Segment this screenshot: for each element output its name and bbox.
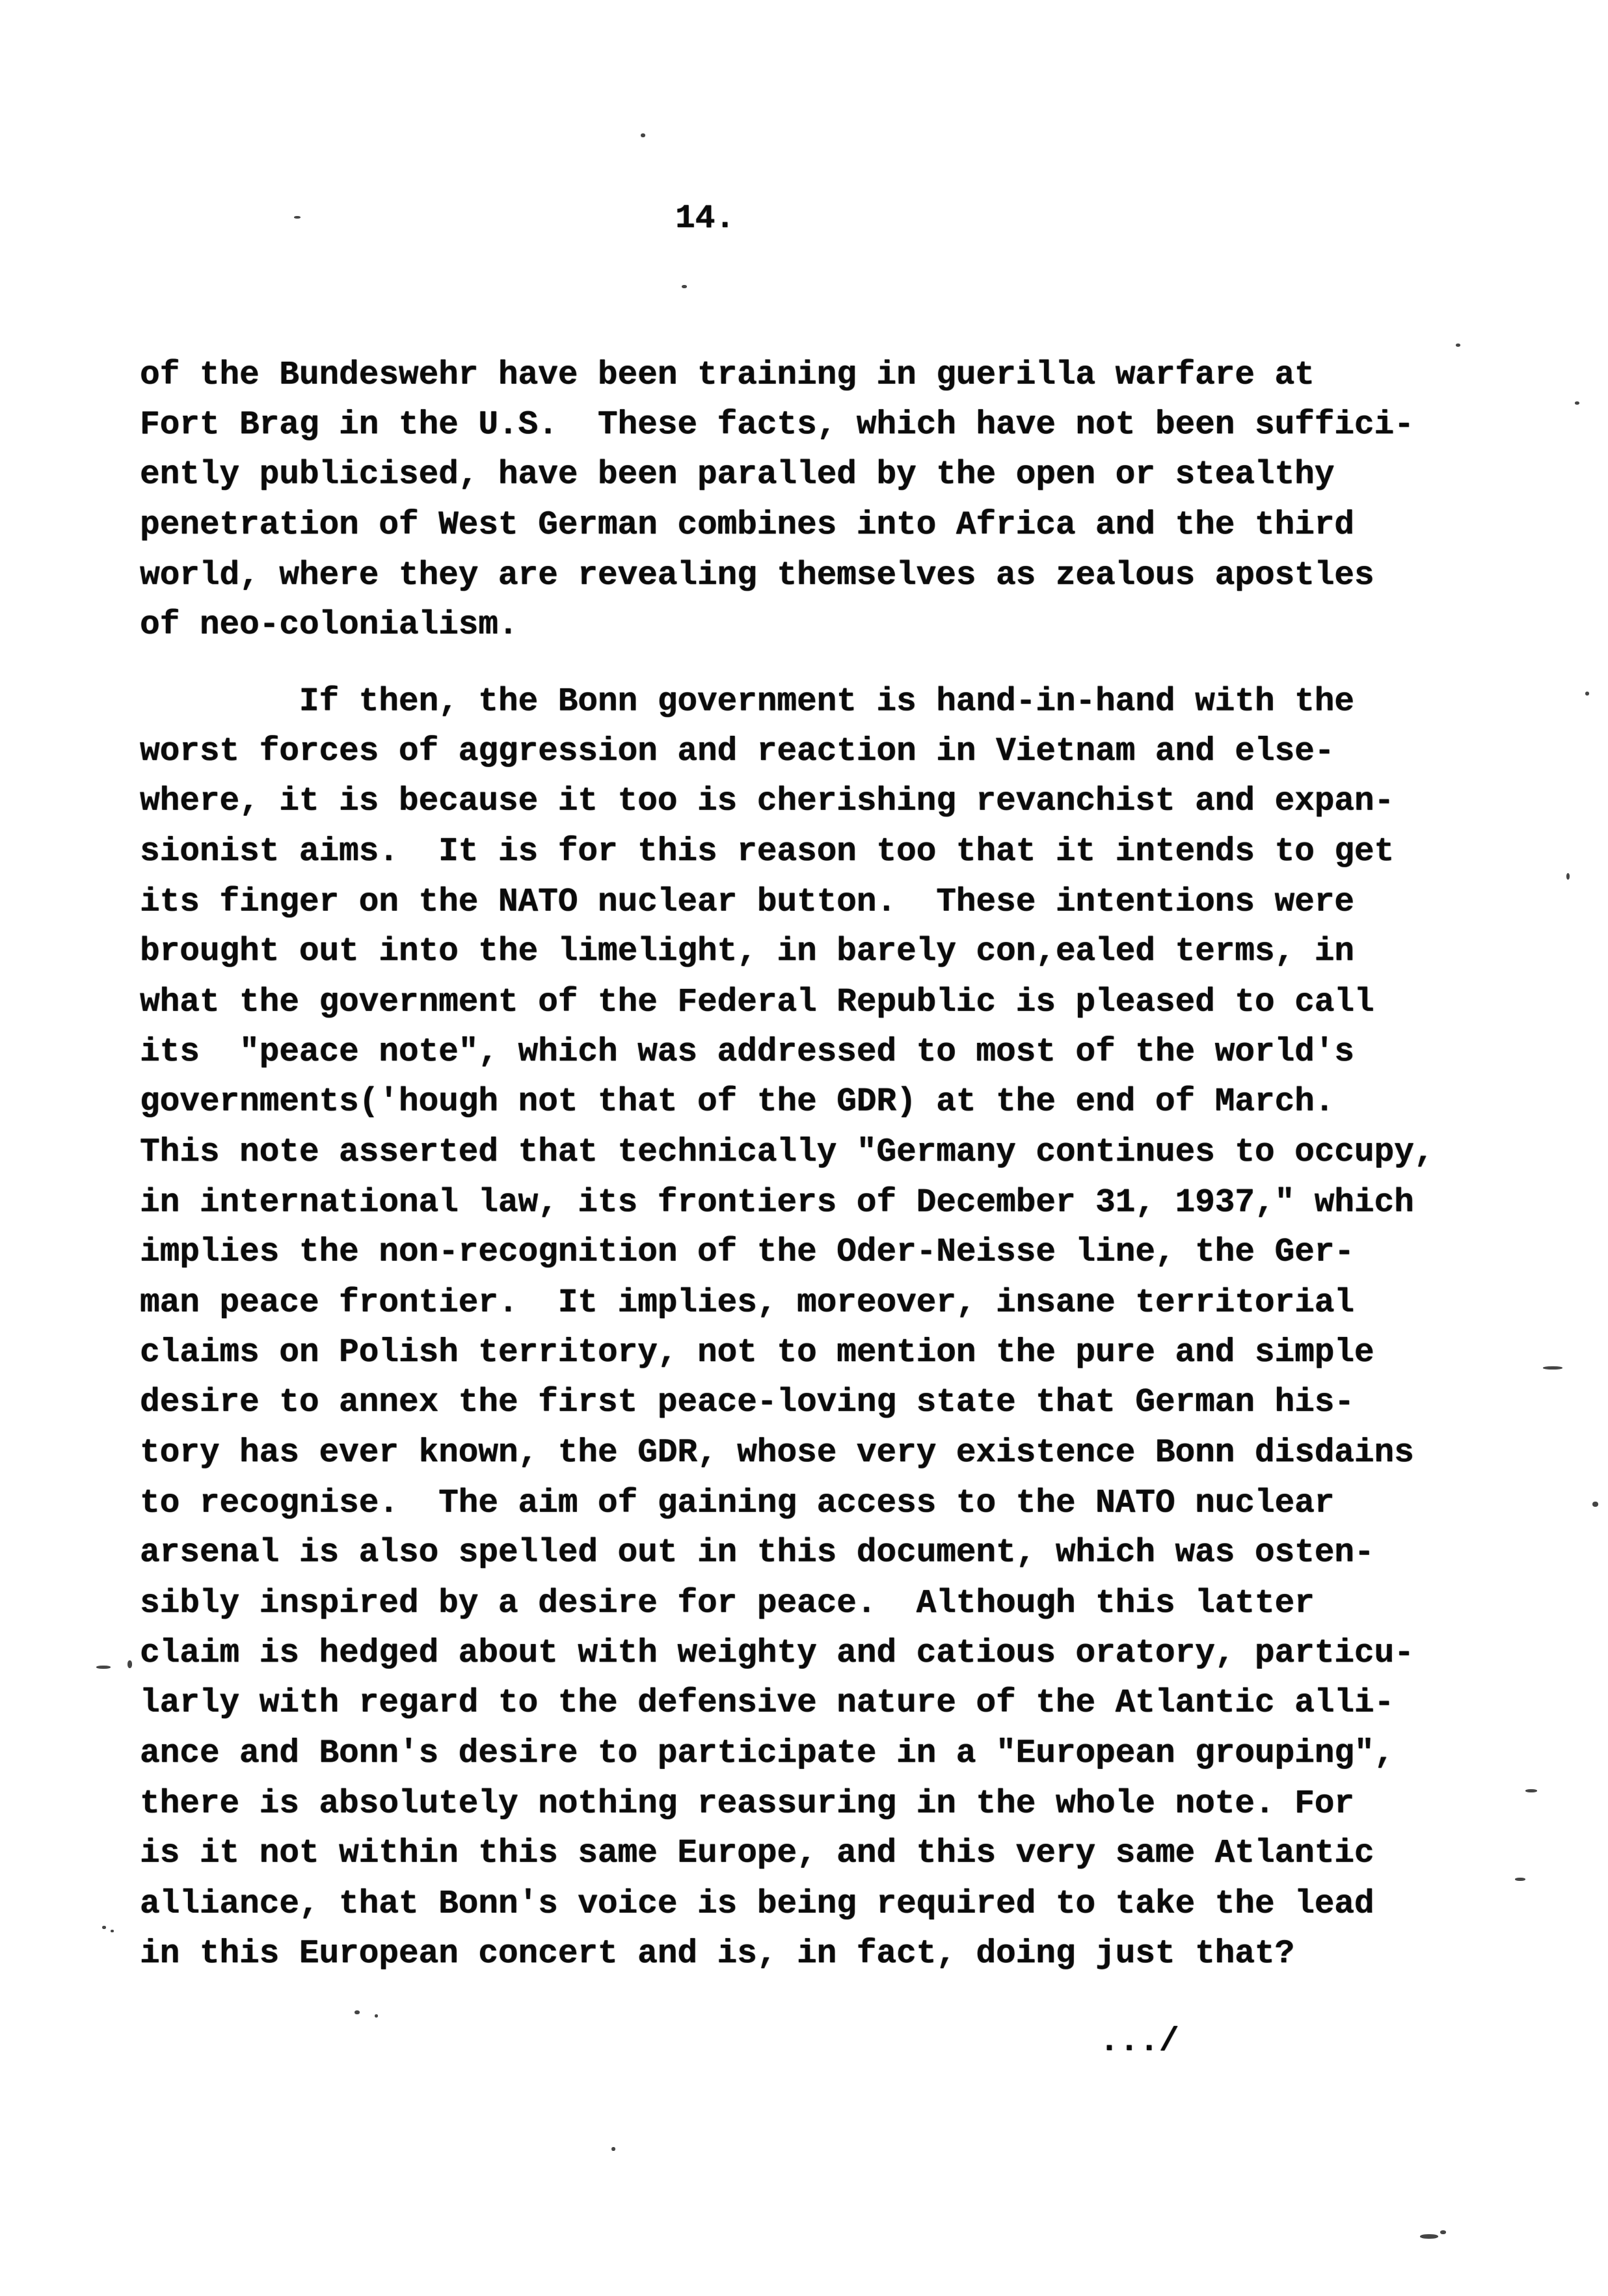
text-line: what the government of the Federal Republic is pleased to call	[140, 984, 1374, 1021]
text-line: alliance, that Bonn's voice is being required to take the lead	[140, 1885, 1374, 1923]
text-line: tory has ever known, the GDR, whose very existence Bonn disdains	[140, 1435, 1414, 1472]
page-number: 14.	[675, 200, 735, 237]
text-line: of neo-colonialism.	[140, 606, 518, 644]
scan-speck	[1515, 1878, 1525, 1881]
scan-speck	[127, 1660, 132, 1668]
text-line: claim is hedged about with weighty and catious oratory, particu-	[140, 1635, 1414, 1672]
text-line: sionist aims. It is for this reason too that it intends to get	[140, 833, 1395, 871]
text-line: of the Bundeswehr have been training in guerilla warfare at	[140, 357, 1315, 394]
scan-speck	[1592, 1502, 1598, 1507]
text-line: governments('hough not that of the GDR) at the end of March.	[140, 1083, 1335, 1121]
paragraph-2	[140, 677, 1434, 1979]
text-line: If then, the Bonn government is hand-in-hand with the	[140, 683, 1354, 721]
text-line: sibly inspired by a desire for peace. Although this latter	[140, 1585, 1315, 1623]
text-line: implies the non-recognition of the Oder-Neisse line, the Ger-	[140, 1234, 1354, 1271]
text-line: is it not within this same Europe, and this very same Atlantic	[140, 1835, 1374, 1872]
scan-speck	[1456, 344, 1460, 347]
text-line: desire to annex the first peace-loving state that German his-	[140, 1384, 1354, 1422]
scan-speck	[111, 1930, 114, 1932]
text-line: claims on Polish territory, not to mention the pure and simple	[140, 1334, 1374, 1371]
scan-speck	[294, 216, 301, 219]
scan-speck	[611, 2147, 615, 2151]
text-line: ance and Bonn's desire to participate in a "European grouping",	[140, 1735, 1395, 1772]
scan-speck	[1525, 1789, 1537, 1792]
scan-speck	[1420, 2234, 1438, 2239]
text-line: where, it is because it too is cherishing revanchist and expan-	[140, 783, 1395, 820]
text-line: penetration of West German combines into Africa and the third	[140, 507, 1354, 544]
scan-speck	[641, 133, 645, 137]
scan-speck	[1575, 401, 1579, 405]
text-line: in this European concert and is, in fact, doing just that?	[140, 1936, 1295, 1973]
text-line: its finger on the NATO nuclear button. These intentions were	[140, 884, 1354, 921]
scan-speck	[102, 1926, 106, 1929]
continuation-mark: .../	[1099, 2023, 1179, 2060]
text-line: there is absolutely nothing reassuring in the whole note. For	[140, 1785, 1354, 1823]
text-line: ently publicised, have been paralled by the open or stealthy	[140, 456, 1335, 494]
paragraph-1	[140, 350, 1414, 651]
scan-speck	[1440, 2230, 1446, 2234]
text-line: larly with regard to the defensive nature of the Atlantic alli-	[140, 1684, 1395, 1722]
text-line: in international law, its frontiers of December 31, 1937," which	[140, 1184, 1414, 1222]
scan-speck	[1566, 873, 1570, 880]
scan-speck	[1543, 1366, 1562, 1370]
scan-speck	[682, 285, 687, 288]
text-line: worst forces of aggression and reaction in Vietnam and else-	[140, 733, 1335, 770]
text-line: its "peace note", which was addressed to most of the world's	[140, 1034, 1354, 1071]
text-line: brought out into the limelight, in barely con,ealed terms, in	[140, 933, 1354, 971]
scan-speck	[96, 1666, 111, 1669]
scan-speck	[355, 2010, 360, 2014]
scan-speck	[1585, 692, 1589, 696]
text-line: man peace frontier. It implies, moreover, insane territorial	[140, 1284, 1354, 1322]
text-line: This note asserted that technically "Germany continues to occupy,	[140, 1134, 1434, 1171]
scan-speck	[375, 2014, 378, 2018]
text-line: world, where they are revealing themselves as zealous apostles	[140, 557, 1374, 595]
text-line: arsenal is also spelled out in this document, which was osten-	[140, 1534, 1374, 1572]
text-line: to recognise. The aim of gaining access to the NATO nuclear	[140, 1485, 1335, 1522]
text-line: Fort Brag in the U.S. These facts, which have not been suffici-	[140, 407, 1414, 444]
